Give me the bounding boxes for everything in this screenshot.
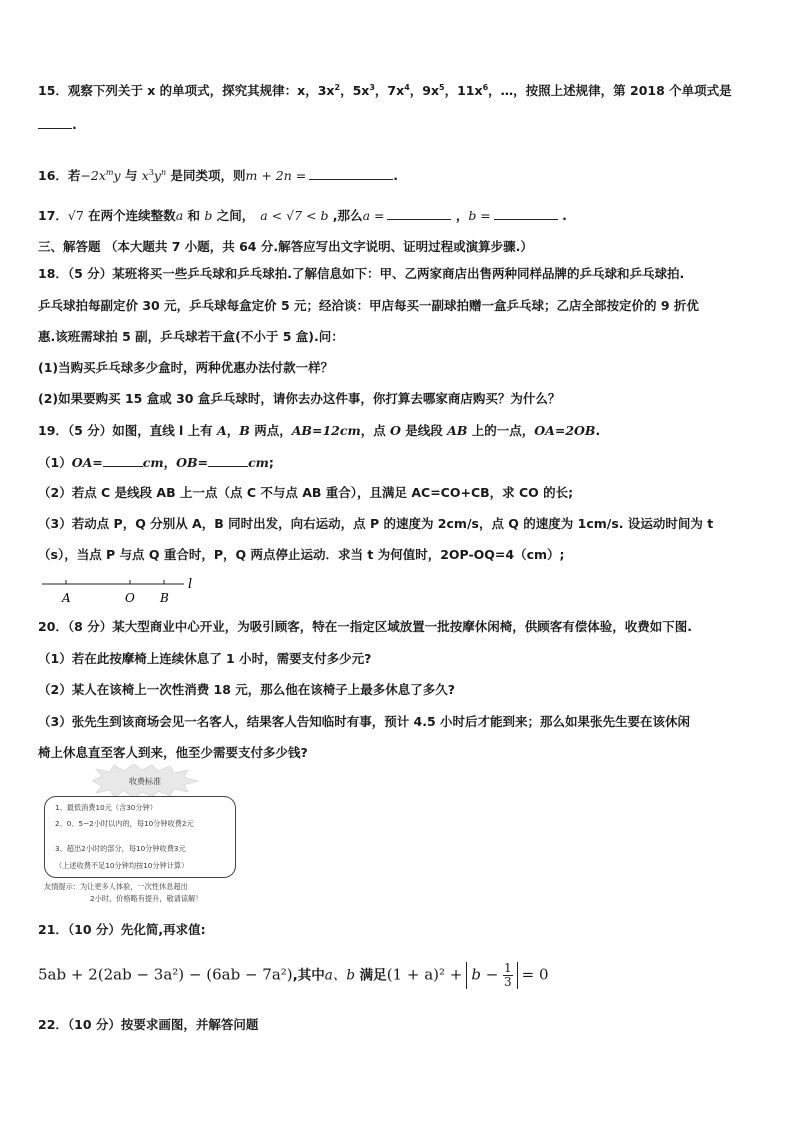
q21-line-1: 21．（10 分）先化简,再求值:: [38, 922, 206, 937]
fee-item-3: 3、超出2小时的部分，每10分钟收费3元: [55, 844, 186, 853]
label-o: O: [125, 591, 135, 605]
fee-item-1: 1、最低消费10元（含30分钟）: [55, 803, 157, 812]
q16-answer-blank[interactable]: [309, 167, 393, 180]
q20-line-1: 20．（8 分）某大型商业中心开业，为吸引顾客，特在一指定区域放置一批按摩休闲椅，供顾客有偿体验，收费如下图.: [38, 619, 692, 634]
q19-part-3-line-2: （s），当点 P 与点 Q 重合时，P，Q 两点停止运动．求当 t 为何值时，2OP-OQ=4（cm）;: [38, 547, 565, 562]
q20-part-2: （2）某人在该椅上一次性消费 18 元，那么他在该椅子上最多休息了多久?: [38, 682, 456, 697]
fee-item-4: （上述收费不足10分钟均按10分钟计算）: [55, 861, 189, 870]
question-17: 17．√7 在两个连续整数a 和 b 之间， a < √7 < b ,那么a = ，b = .: [38, 208, 567, 223]
q16-expression: m + 2n =: [245, 168, 307, 183]
q15-text-b: ，…，按照上述规律，第 2018 个单项式是: [488, 83, 732, 98]
q20-part-1: （1）若在此按摩椅上连续休息了 1 小时，需要支付多少元?: [38, 651, 372, 666]
q18-part-2: (2)如果要购买 15 盒或 30 盒乒乓球时，请你去办这件事，你打算去哪家商店购买？为什么？: [38, 391, 561, 406]
q18-line-2: 乒乓球拍每副定价 30 元，乒乓球每盒定价 5 元；经洽谈：甲店每买一副球拍赠一盒乒乓球；乙店全部按定价的 9 折优: [38, 298, 699, 313]
q19-part-3-line-1: （3）若动点 P，Q 分别从 A，B 同时出发，向右运动，点 P 的速度为 2cm/s，点 Q 的速度为 1cm/s. 设运动时间为 t: [38, 516, 714, 531]
q17-b-blank[interactable]: [494, 207, 558, 220]
fee-title: 收费标准: [129, 776, 161, 786]
fraction-one-third: $\frac{1}{3}$: [504, 961, 512, 989]
q17-inequality: a < √7 < b: [260, 208, 329, 223]
fee-standard-box: [44, 796, 236, 878]
q21-expression: 5ab + 2(2ab − 3a²) − (6ab − 7a²): [38, 965, 293, 984]
q19-oa-blank[interactable]: [103, 454, 143, 467]
question-15: 15．观察下列关于 x 的单项式，探究其规律：x，$3x^2$，$5x^3$，$7x^4$，$9x^5$，$11x^6$，…，按照上述规律，第 2018 个单项式是: [38, 82, 732, 98]
q15-text-a: 15．观察下列关于 x 的单项式，探究其规律：x，3x: [38, 83, 335, 98]
section-3-heading: 三、解答题 （本大题共 7 小题，共 64 分.解答应写出文字说明、证明过程或演算步骤.）: [38, 239, 533, 254]
q20-part-3-line-2: 椅上休息直至客人到来，他至少需要支付多少钱?: [38, 745, 308, 760]
q19-part-2: （2）若点 C 是线段 AB 上一点（点 C 不与点 AB 重合），且满足 AC=CO+CB，求 CO 的长;: [38, 485, 574, 500]
q18-line-1: 18．（5 分）某班将买一些乒乓球和乒乓球拍.了解信息如下：甲、乙两家商店出售两种同样品牌的乒乓球和乒乓球拍.: [38, 266, 685, 281]
fee-tip-2: 2小时，价格略有提升，敬请谅解！: [90, 894, 203, 903]
q19-part-1: （1）OA= cm，OB= cm;: [38, 455, 274, 470]
q17-a-blank[interactable]: [387, 207, 451, 220]
fee-tip-1: 友情提示：为让更多人体验，一次性休息超出: [44, 882, 188, 891]
q21-expression-line: 5ab + 2(2ab − 3a²) − (6ab − 7a²),其中a、b 满足(1 + a)² + b − $\frac{1}{3}$ = 0: [38, 961, 549, 989]
fee-item-2: 2、0．5−2小时以内的，每10分钟收费2元: [55, 819, 194, 828]
q22-line-1: 22．（10 分）按要求画图，并解答问题: [38, 1017, 259, 1032]
label-l: l: [188, 577, 193, 592]
q18-part-1: (1)当购买乒乓球多少盒时，两种优惠办法付款一样？: [38, 360, 334, 375]
sqrt7: √7: [67, 208, 84, 223]
question-16: 16．若$-2x^my$ 与 $x^3y^n$ 是同类项，则m + 2n = .: [38, 167, 398, 183]
q19-number-line-figure: [38, 572, 208, 606]
label-a: A: [62, 591, 71, 605]
q19-line-1: 19．（5 分）如图，直线 l 上有 A，B 两点，AB=12cm，点 O 是线段 AB 上的一点，OA=2OB.: [38, 423, 601, 438]
label-b: B: [160, 591, 169, 605]
q20-part-3-line-1: （3）张先生到该商场会见一名客人，结果客人告知临时有事，预计 4.5 小时后才能到来；那么如果张先生要在该休闲: [38, 714, 691, 729]
q18-line-3: 惠.该班需球拍 5 副，乒乓球若干盒(不小于 5 盒).问：: [38, 329, 344, 344]
abs-value: b − $\frac{1}{3}$: [466, 962, 517, 989]
q15-answer-line: .: [38, 116, 77, 134]
q19-ob-blank[interactable]: [208, 454, 248, 467]
q15-answer-blank[interactable]: [38, 116, 72, 129]
